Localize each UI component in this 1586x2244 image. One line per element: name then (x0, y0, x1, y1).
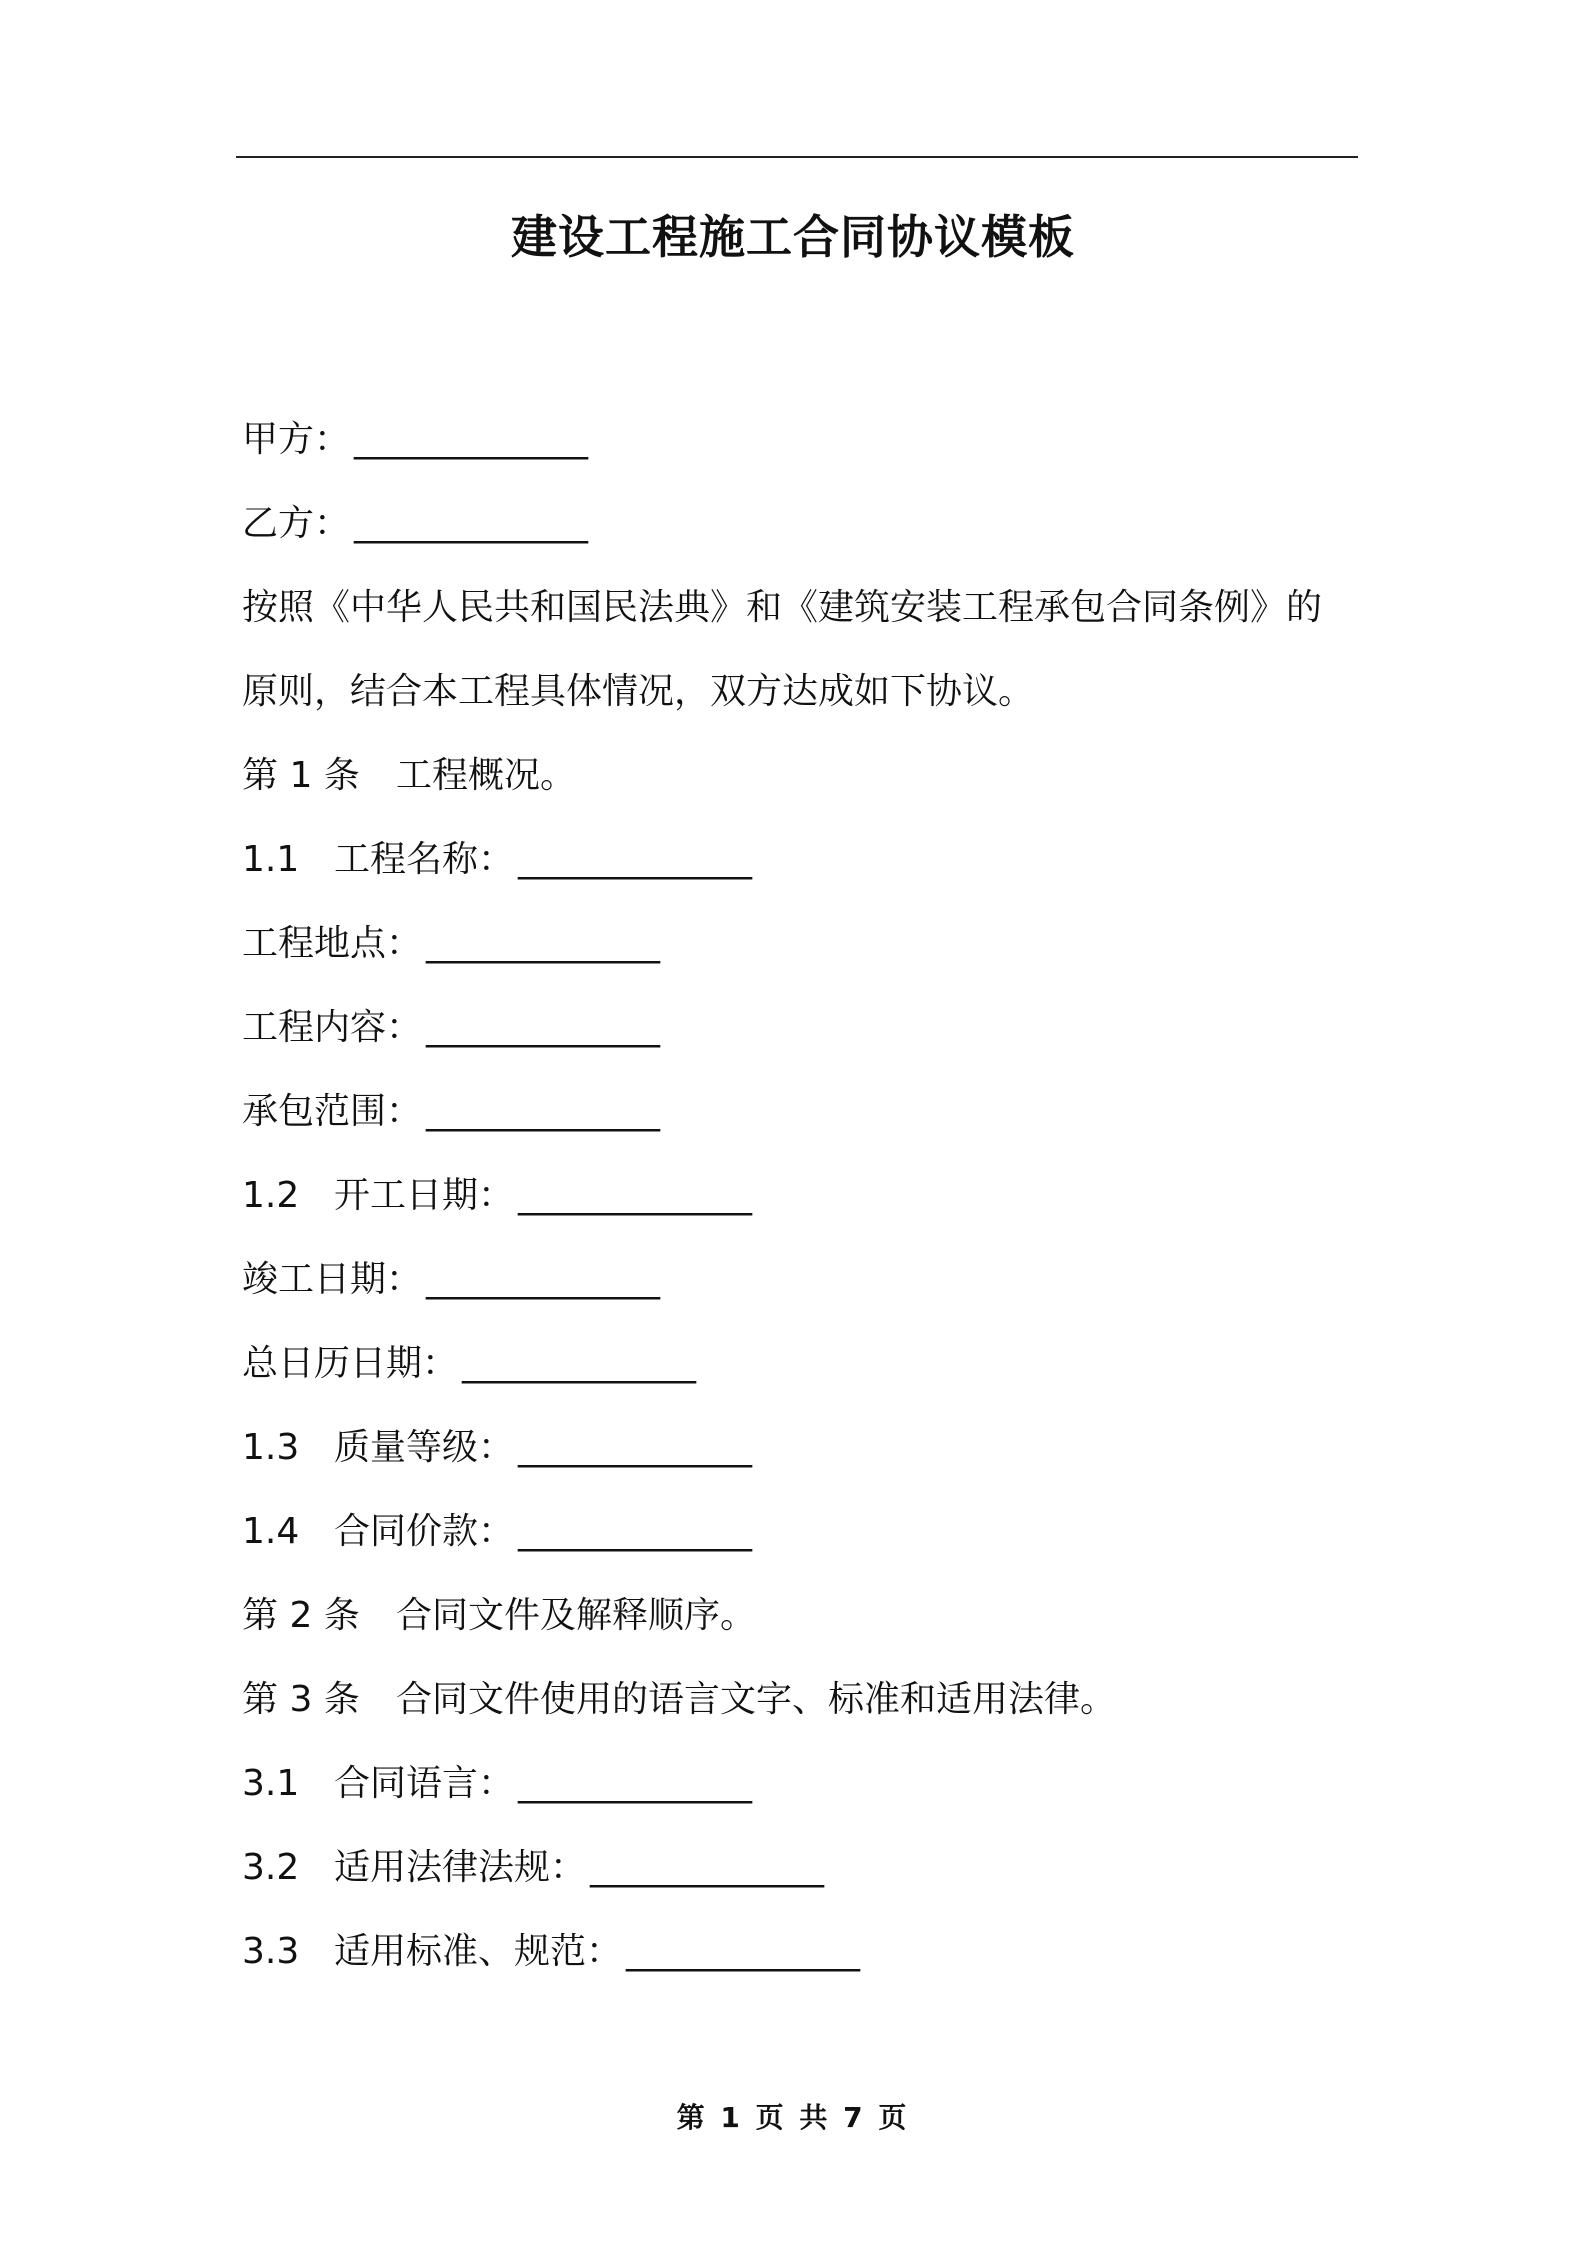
line-text: 合同价款： (334, 1511, 515, 1552)
line-text: 按照《中华人民共和国民法典》和《建筑安装工程承包合同条例》的 (242, 587, 1323, 628)
line-text: 工程概况。 (396, 755, 577, 796)
clause-number: 3.3 (242, 1931, 300, 1972)
line-text: 工程名称： (334, 839, 515, 880)
fill-blank: _____________ (354, 503, 589, 544)
fill-blank: _____________ (426, 1007, 661, 1048)
line-text: 工程地点： (242, 923, 423, 964)
line-text: 开工日期： (334, 1175, 515, 1216)
project-location-line (242, 916, 1362, 1000)
preamble-line-1 (242, 580, 1362, 664)
clause-number: 1.3 (242, 1427, 300, 1468)
article-2-heading (242, 1588, 1362, 1672)
clause-number: 1.1 (242, 839, 300, 880)
fill-blank: _____________ (518, 1763, 753, 1804)
line-text: 适用法律法规： (334, 1847, 587, 1888)
line-text: 工程内容： (242, 1007, 423, 1048)
clause-3-3-line (242, 1924, 1362, 2008)
clause-1-1-line (242, 832, 1362, 916)
line-text: 原则，结合本工程具体情况，双方达成如下协议。 (242, 671, 1035, 712)
party-b-line (242, 496, 1362, 580)
line-text: 承包范围： (242, 1091, 423, 1132)
line-text: 竣工日期： (242, 1259, 423, 1300)
header-rule (236, 156, 1358, 158)
clause-1-4-line (242, 1504, 1362, 1588)
fill-blank: _____________ (518, 1427, 753, 1468)
clause-number: 3.1 (242, 1763, 300, 1804)
article-number: 第 1 条 (242, 755, 360, 796)
contract-scope-line (242, 1084, 1362, 1168)
clause-3-2-line (242, 1840, 1362, 1924)
clause-3-1-line (242, 1756, 1362, 1840)
clause-number: 3.2 (242, 1847, 300, 1888)
project-content-line (242, 1000, 1362, 1084)
line-text: 乙方： (242, 503, 351, 544)
fill-blank: _____________ (590, 1847, 825, 1888)
line-text: 合同文件及解释顺序。 (396, 1595, 757, 1636)
clause-number: 1.4 (242, 1511, 300, 1552)
fill-blank: _____________ (518, 839, 753, 880)
clause-1-3-line (242, 1420, 1362, 1504)
fill-blank: _____________ (518, 1511, 753, 1552)
article-1-heading (242, 748, 1362, 832)
fill-blank: _____________ (426, 1091, 661, 1132)
party-a-line (242, 412, 1362, 496)
document-body (242, 412, 1362, 2008)
preamble-line-2 (242, 664, 1362, 748)
article-3-heading (242, 1672, 1362, 1756)
line-text: 质量等级： (334, 1427, 515, 1468)
calendar-days-line (242, 1336, 1362, 1420)
line-text: 总日历日期： (242, 1343, 459, 1384)
article-number: 第 3 条 (242, 1679, 360, 1720)
fill-blank: _____________ (462, 1343, 697, 1384)
line-text: 适用标准、规范： (334, 1931, 623, 1972)
fill-blank: _____________ (518, 1175, 753, 1216)
clause-number: 1.2 (242, 1175, 300, 1216)
completion-date-line (242, 1252, 1362, 1336)
page-footer: 第 1 页 共 7 页 (676, 2101, 910, 2134)
fill-blank: _____________ (354, 419, 589, 460)
document-title: 建设工程施工合同协议模板 (511, 210, 1075, 264)
line-text: 合同语言： (334, 1763, 515, 1804)
clause-1-2-line (242, 1168, 1362, 1252)
fill-blank: _____________ (626, 1931, 861, 1972)
article-number: 第 2 条 (242, 1595, 360, 1636)
fill-blank: _____________ (426, 923, 661, 964)
line-text: 甲方： (242, 419, 351, 460)
line-text: 合同文件使用的语言文字、标准和适用法律。 (396, 1679, 1117, 1720)
fill-blank: _____________ (426, 1259, 661, 1300)
